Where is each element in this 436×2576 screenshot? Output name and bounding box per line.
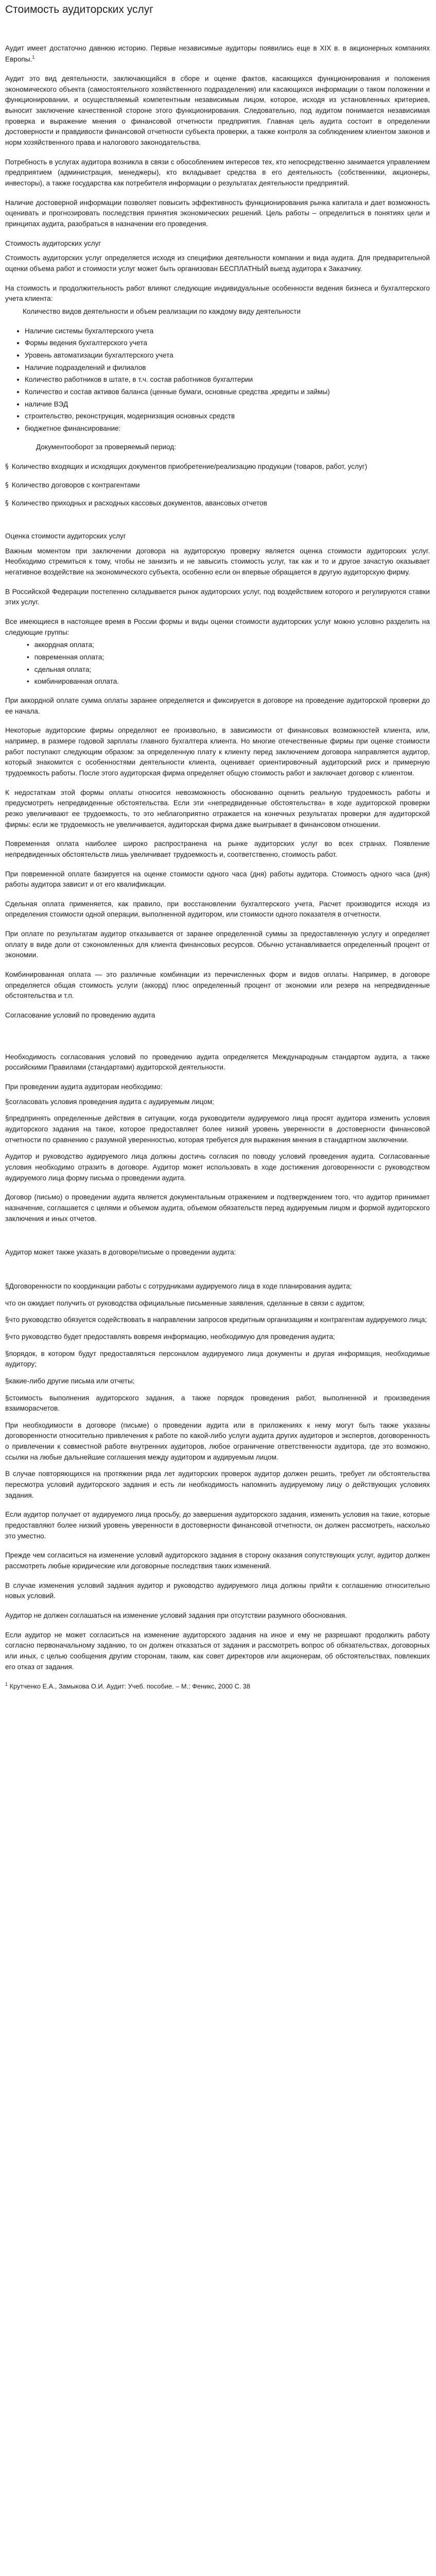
list-item: • комбинированная оплата. — [36, 676, 430, 687]
mention-item: §стоимость выполнения аудиторского задания, а также порядок проведения работ, выполненной и произведения взаиморасчетов. — [5, 1394, 430, 1413]
factors-lead: На стоимость и продолжительность работ влияют следующие индивидуальные особенности ведения бизнеса и бухгалтерского учета клиента: — [5, 284, 430, 303]
agreement-paragraph: Аудитор и руководство аудируемого лица должны достичь согласия по поводу условий проведения аудита. Согласованные условия необходимо отразить в договоре. Аудитор может использовать в ходе достижения договоренности с руководством аудируемого лица форму письма о проведении аудита. — [5, 1153, 430, 1182]
docflow-lead: Документооборот за проверяемый период: — [36, 443, 176, 451]
intro-paragraph: Потребность в услугах аудитора возникла в связи с обособлением интересов тех, кто непосредственно занимается управлением предприятием (администрация, менеджеры), кто вкладывает средства в его деятельность (собственники, акционеры, инвесторы), а также государства как потребителя информации о результатах деятельности предприятий. — [5, 158, 430, 187]
closing-paragraph: В случае повторяющихся на протяжении ряда лет аудиторских проверок аудитор должен решить, требует ли обстоятельства пересмотра условий аудиторского задания и есть ли необходимость напомнить аудируемому лицу о действующих условиях задания. — [5, 1470, 430, 1499]
doc-item: § Количество приходных и расходных кассовых документов, авансовых отчетов — [5, 499, 267, 508]
list-item: • аккордная оплата; — [36, 640, 430, 651]
list-item: • Уровень автоматизации бухгалтерского учета — [25, 350, 430, 361]
types-lead: Все имеющиеся в настоящее время в России формы и виды оценки стоимости аудиторских услуг можно условно разделить на следующие группы: — [5, 618, 430, 636]
list-item: • бюджетное финансирование: — [25, 423, 430, 434]
mention-item: §что руководство обязуется содействовать в направлении запросов кредитным организациям и контрагентам аудируемого лица; — [5, 1316, 427, 1324]
payment-types-list — [5, 640, 430, 687]
section-sign-icon: § — [5, 481, 9, 489]
list-item: • Формы ведения бухгалтерского учета — [25, 338, 430, 349]
intro-paragraph: Аудит это вид деятельности, заключающийся в сборе и оценке фактов, касающихся функционирования и положения экономического объекта (самостоятельного хозяйственного подразделения) или касающихся информации о таком положении и функционировании, и осуществляемый компетентным независимым лицом, которое, исходя из установленных критериев, выносит заключение качественной стороне этого функционирования. Следовательно, под аудитом понимается независимая проверка и выражение мнения о финансовой отчетности предприятия. Главная цель аудита состоит в определении достоверности и правдивости финансовой отчетности субъекта проверки, а также контроля за соблюдением клиентом законов и норм хозяйственного права и налогового законодательства. — [5, 75, 430, 147]
doc-item: § Количество договоров с контрагентами — [5, 481, 140, 489]
list-item: • наличие ВЭД — [25, 399, 430, 410]
page-title: Стоимость аудиторских услуг — [5, 4, 153, 15]
doc-item: § Количество входящих и исходящих документов приобретение/реализацию продукции (товаров, работ, услуг) — [5, 463, 368, 471]
section-heading-evaluation: Оценка стоимости аудиторских услуг — [5, 532, 126, 540]
combined-paragraph: Комбинированная оплата — это различные комбинации из перечисленных форм и видов оплаты. Например, в договоре определяется общая стоимость услуги (аккорд) плюс определенный процент от экономии или резерв на непредвиденные обстоятельства и т.п. — [5, 971, 430, 1000]
accord-paragraph: При аккордной оплате сумма оплаты заранее определяется и фиксируется в договоре на проведение аудиторской проверки до ее начала. — [5, 696, 430, 715]
mention-item: §какие-либо другие письма или отчеты; — [5, 1377, 135, 1385]
section-sign-icon: § — [5, 1394, 9, 1402]
closing-paragraph: Если аудитор получает от аудируемого лица просьбу, до завершения аудиторского задания, изменить условия на такие, которые предоставляют более низкий уровень уверенности в достоверности финансовой отчетности, он должен рассмотреть, насколько это уместно. — [5, 1511, 430, 1540]
list-item: • повременная оплата; — [36, 652, 430, 663]
section-sign-icon: § — [5, 1332, 9, 1341]
list-item: • сдельная оплата; — [36, 665, 430, 675]
section-sign-icon: § — [5, 1349, 9, 1358]
evaluation-paragraph: Важным моментом при заключении договора на аудиторскую проверку является оценка стоимости аудиторских услуг. Необходимо стремиться к тому, чтобы не занизить и не завысить стоимость услуг, так как и то и другое зачастую оказывает негативное воздействие на экономического субъекта, особенно если он впервые обращается в другую аудиторскую фирму. — [5, 547, 430, 577]
mention-lead: Аудитор может также указать в договоре/письме о проведении аудита: — [5, 1248, 236, 1257]
section-heading-cost: Стоимость аудиторских услуг — [5, 239, 101, 247]
mention-item: §что руководство будет предоставлять вовремя информацию, необходимую для проведения аудита; — [5, 1332, 335, 1341]
piece-paragraph: При оплате по результатам аудитор отказывается от заранее определенной суммы за предоставленную услугу и определяет оплату в виде доли от сэкономленных для клиента финансовых ресурсов. Обычно устанавливается определенный процент от экономии. — [5, 930, 430, 959]
section-sign-icon: § — [5, 499, 9, 508]
evaluation-paragraph: В Российской Федерации постепенно складывается рынок аудиторских услуг, под воздействием которого и регулируются ставки этих услуг. — [5, 587, 430, 606]
mention-item: При необходимости в договоре (письме) о проведении аудита или в приложениях к нему могут быть также указаны договоренности относительно привлечения к работе по какой-либо услуги аудита других аудиторов и экспертов, договоренность о привлечении к совместной работе внутренних аудиторов, любое ограничение ответственности аудитора, где это возможно, ссылки на любые дальнейшие соглашения между аудитором и аудируемым лицом. — [5, 1421, 430, 1461]
hourly-paragraph: При повременной оплате базируется на оценке стоимости одного часа (дня) работы аудитора. Стоимость одного часа (дня) работы аудитора зависит и от его квалификации. — [5, 870, 430, 889]
accord-paragraph: Некоторые аудиторские фирмы определяют ее произвольно, в зависимости от финансовых возможностей клиента, или, например, в размере годовой зарплаты главного бухгалтера клиента. Но многие отечественные фирмы при оценке стоимости работ поступают следующим образом: за определенную плату к клиенту перед заключением договора направляется аудитор, который знакомится с особенностями деятельности клиента, оценивает ориентировочный аудиторский риск и примерную трудоемкость работы. После этого аудиторская фирма определяет общую стоимость работ и заключает договор с клиентом. — [5, 726, 430, 777]
list-item: • Наличие подразделений и филиалов — [25, 363, 430, 374]
closing-paragraph: Если аудитор не может согласиться на изменение аудиторского задания на иное и ему не разрешают продолжить работу согласно первоначальному заданию, то он должен отказаться от задания и рассмотреть вопрос об обязательствах, договорных или иных, с целью сообщения другим сторонам, таким, как совет директоров или акционерам, об обстоятельствах, повлекших его отказ от задания. — [5, 1631, 430, 1671]
factors-sublead: Количество видов деятельности и объем реализации по каждому виду деятельности — [23, 307, 301, 315]
piece-paragraph: Сдельная оплата применяется, как правило, при восстановлении бухгалтерского учета, Расчет производится исходя из определения стоимости одной операции, выполненной аудитором, или стоимости одного показателя в отчетности. — [5, 900, 430, 919]
need-item: §согласовать условия проведения аудита с аудируемым лицом; — [5, 1097, 214, 1106]
section-heading-agreement: Согласование условий по проведению аудита — [5, 1011, 155, 1020]
agreement-paragraph: Договор (письмо) о проведении аудита является документальным отражением и подтверждением того, что аудитор принимает назначение, соглашается с целями и объемом аудита, объемом обязательств перед аудируемым лицом и формой аудиторского заключения и иных отчетов. — [5, 1193, 430, 1223]
section-sign-icon: § — [5, 1097, 9, 1106]
closing-paragraph: В случае изменения условий задания аудитор и руководство аудируемого лица должны прийти к соглашению относительно новых условий. — [5, 1581, 430, 1600]
cost-definition: Стоимость аудиторских услуг определяется исходя из специфики деятельности компании и вида аудита. Для предварительной оценки объема работ и стоимости услуг может быть организован БЕСПЛАТНЫЙ выезд аудитора к Заказчику. — [5, 254, 430, 273]
section-sign-icon: § — [5, 1282, 9, 1290]
list-item: • строительство, реконструкция, модернизация основных средств — [25, 411, 430, 422]
factors-list — [5, 326, 430, 434]
mention-item: §Договоренности по координации работы с сотрудниками аудируемого лица в ходе планирования аудита; — [5, 1282, 352, 1290]
accord-paragraph: К недостаткам этой формы оплаты относится невозможность обоснованно оценить реальную трудоемкость работы и предусмотреть непредвиденные обстоятельства. Если эти «непредвиденные обстоятельства» в ходе аудиторской проверки резко увеличивают ее трудоемкость, то это неблагоприятно отражается на конечных результатах проверки для аудиторской фирмы: если же трудоемкость не увеличивается, аудиторская фирма даже выигрывает в финансовом отношении. — [5, 788, 430, 828]
need-item: §предпринять определенные действия в ситуации, когда руководители аудируемого лица просят аудитора изменить условия аудиторского задания на такое, которое предоставляет более низкий уровень уверенности в достоверности финансовой отчетности по сравнению с разумной уверенностью, которая требуется для выражения мнения в стандартном заключении. — [5, 1114, 430, 1144]
hourly-paragraph: Повременная оплата наиболее широко распространена на рынке аудиторских услуг во всех странах. Появление непредвиденных обстоятельств лишь увеличивает трудоемкость и, соответственно, стоимость работ. — [5, 840, 430, 858]
footnote: $^1$ Крутченко Е.А., Замыкова О.И. Аудит: Учеб. пособие. – М.: Феникс, 2000 С. 38 — [5, 1682, 251, 1690]
section-sign-icon: § — [5, 1377, 9, 1385]
closing-paragraph: Прежде чем согласиться на изменение условий аудиторского задания в сторону оказания сопутствующих услуг, аудитор должен рассмотреть любые юридические или договорные последствия таких изменений. — [5, 1551, 430, 1570]
mention-item: что он ожидает получить от руководства официальные письменные заявления, сделанные в связи с аудитом; — [5, 1299, 365, 1307]
intro-paragraph: Наличие достоверной информации позволяет повысить эффективность функционирования рынка капитала и дает возможность оценивать и прогнозировать последствия принятия экономических решений. Цель работы – определиться в понятиях цели и принципах аудита, разобраться в назначении его проведения. — [5, 198, 430, 228]
mention-item: §порядок, в котором будут предоставляться персоналом аудируемого лица документы и другая информация, необходимые аудитору; — [5, 1349, 430, 1368]
section-sign-icon: § — [5, 1114, 9, 1123]
section-sign-icon: § — [5, 463, 9, 471]
footnote-marker[interactable]: 1 — [32, 54, 35, 60]
list-item: • Наличие системы бухгалтерского учета — [25, 326, 430, 337]
agreement-paragraph: При проведении аудита аудиторам необходимо: — [5, 1083, 163, 1091]
list-item: • Количество работников в штате, в т.ч. состав работников бухгалтерии — [25, 375, 430, 385]
agreement-paragraph: Необходимость согласования условий по проведению аудита определяется Международным стандартом аудита, а также российскими Правилами (стандартами) аудиторской деятельности. — [5, 1053, 430, 1072]
intro-paragraph: Аудит имеет достаточно давнюю историю. Первые независимые аудиторы появились еще в XIX в. в акционерных компаниях Европы.$^1$ — [5, 44, 430, 63]
list-item: • Количество и состав активов баланса (ценные бумаги, основные средства ,кредиты и займы) — [25, 387, 430, 398]
section-sign-icon: § — [5, 1316, 9, 1324]
closing-paragraph: Аудитор не должен соглашаться на изменение условий задания при отсутствии разумного обоснования. — [5, 1612, 347, 1619]
